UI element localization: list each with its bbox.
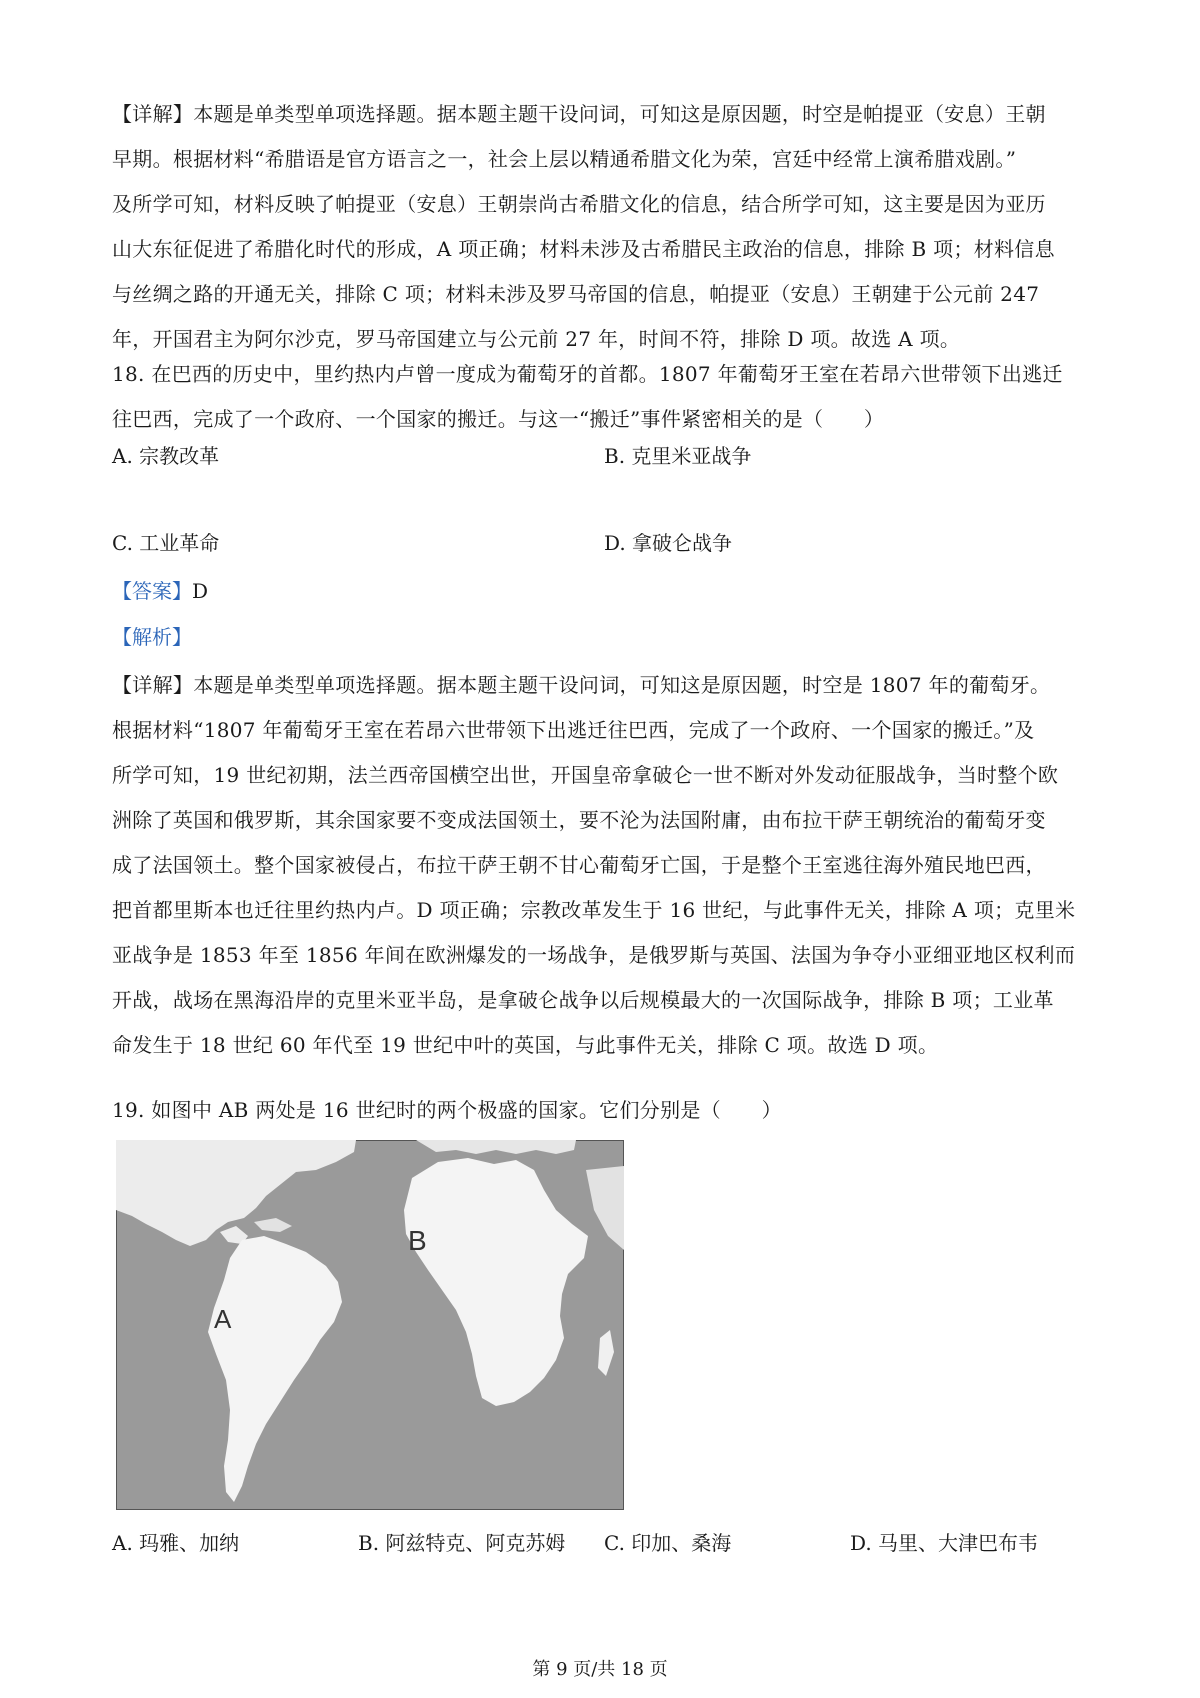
- q19-option-c[interactable]: C. 印加、桑海: [604, 1531, 732, 1555]
- q18-detail-line: 根据材料“1807 年葡萄牙王室在若昂六世带领下出逃迁往巴西，完成了一个政府、一个国家的搬迁。”及: [112, 718, 1035, 742]
- q19-option-d[interactable]: D. 马里、大津巴布韦: [850, 1531, 1039, 1555]
- q18-stem-line: 18. 在巴西的历史中，里约热内卢曾一度成为葡萄牙的首都。1807 年葡萄牙王室在若昂六世带领下出逃迁: [112, 362, 1063, 386]
- q19-stem: [112, 1088, 1102, 1133]
- q18-analysis: [112, 622, 192, 652]
- q17-detail-line: 早期。根据材料“希腊语是官方语言之一，社会上层以精通希腊文化为荣，宫廷中经常上演希腊戏剧。”: [112, 147, 1017, 171]
- answer-value: D: [192, 579, 209, 603]
- q18-detail-line: 成了法国领土。整个国家被侵占，布拉干萨王朝不甘心葡萄牙亡国，于是整个王室逃往海外殖民地巴西，: [112, 853, 1046, 877]
- q17-detail-tag: 【详解】: [112, 102, 194, 126]
- q18-detail-block: [112, 663, 1102, 1068]
- q18-detail-line: 亚战争是 1853 年至 1856 年间在欧洲爆发的一场战争，是俄罗斯与英国、法国为争夺小亚细亚地区权利而: [112, 943, 1076, 967]
- q18-option-a[interactable]: A. 宗教改革: [112, 444, 220, 468]
- q18-option-c[interactable]: C. 工业革命: [112, 531, 220, 555]
- q18-detail-line: 开战，战场在黑海沿岸的克里米亚半岛，是拿破仑战争以后规模最大的一次国际战争，排除 B 项；工业革: [112, 988, 1054, 1012]
- analysis-tag: 【解析】: [112, 625, 192, 649]
- q18-stem-line: 往巴西，完成了一个政府、一个国家的搬迁。与这一“搬迁”事件紧密相关的是（ ）: [112, 407, 885, 431]
- world-map-figure: [116, 1140, 624, 1510]
- map-label-a: A: [214, 1304, 232, 1334]
- q18-detail-line: 洲除了英国和俄罗斯，其余国家要不变成法国领土，要不沦为法国附庸，由布拉干萨王朝统治的葡萄牙变: [112, 808, 1046, 832]
- q17-detail-line: 年，开国君主为阿尔沙克，罗马帝国建立与公元前 27 年，时间不符，排除 D 项。故选 A 项。: [112, 327, 961, 351]
- page-footer: 第 9 页/共 18 页: [532, 1659, 668, 1680]
- q18-option-d[interactable]: D. 拿破仑战争: [604, 531, 733, 555]
- q17-detail-block: [112, 92, 1102, 362]
- answer-tag: 【答案】: [112, 579, 192, 603]
- q18-detail-line: 命发生于 18 世纪 60 年代至 19 世纪中叶的英国，与此事件无关，排除 C 项。故选 D 项。: [112, 1033, 939, 1057]
- q19-option-a[interactable]: A. 玛雅、加纳: [112, 1531, 240, 1555]
- map-label-b: B: [408, 1225, 427, 1256]
- q17-detail-line: 及所学可知，材料反映了帕提亚（安息）王朝崇尚古希腊文化的信息，结合所学可知，这主要是因为亚历: [112, 192, 1046, 216]
- q18-detail-tag: 【详解】: [112, 673, 194, 697]
- q19-stem-line: 19. 如图中 AB 两处是 16 世纪时的两个极盛的国家。它们分别是（ ）: [112, 1098, 782, 1122]
- map-svg: [116, 1140, 624, 1510]
- q18-answer: [112, 576, 208, 606]
- q18-detail-line: 本题是单类型单项选择题。据本题主题干设问词，可知这是原因题，时空是 1807 年的葡萄牙。: [193, 673, 1051, 697]
- q18-stem: [112, 352, 1102, 442]
- q17-detail-line: 与丝绸之路的开通无关，排除 C 项；材料未涉及罗马帝国的信息，帕提亚（安息）王朝建于公元前 247: [112, 282, 1040, 306]
- q18-detail-line: 所学可知，19 世纪初期，法兰西帝国横空出世，开国皇帝拿破仑一世不断对外发动征服战争，当时整个欧: [112, 763, 1059, 787]
- q18-detail-line: 把首都里斯本也迁往里约热内卢。D 项正确；宗教改革发生于 16 世纪，与此事件无关，排除 A 项；克里米: [112, 898, 1076, 922]
- q18-option-b[interactable]: B. 克里米亚战争: [604, 444, 752, 468]
- q19-option-b[interactable]: B. 阿兹特克、阿克苏姆: [358, 1531, 566, 1555]
- q17-detail-line: 山大东征促进了希腊化时代的形成，A 项正确；材料未涉及古希腊民主政治的信息，排除 B 项；材料信息: [112, 237, 1055, 261]
- q17-detail-line: 本题是单类型单项选择题。据本题主题干设问词，可知这是原因题，时空是帕提亚（安息）王朝: [193, 102, 1046, 126]
